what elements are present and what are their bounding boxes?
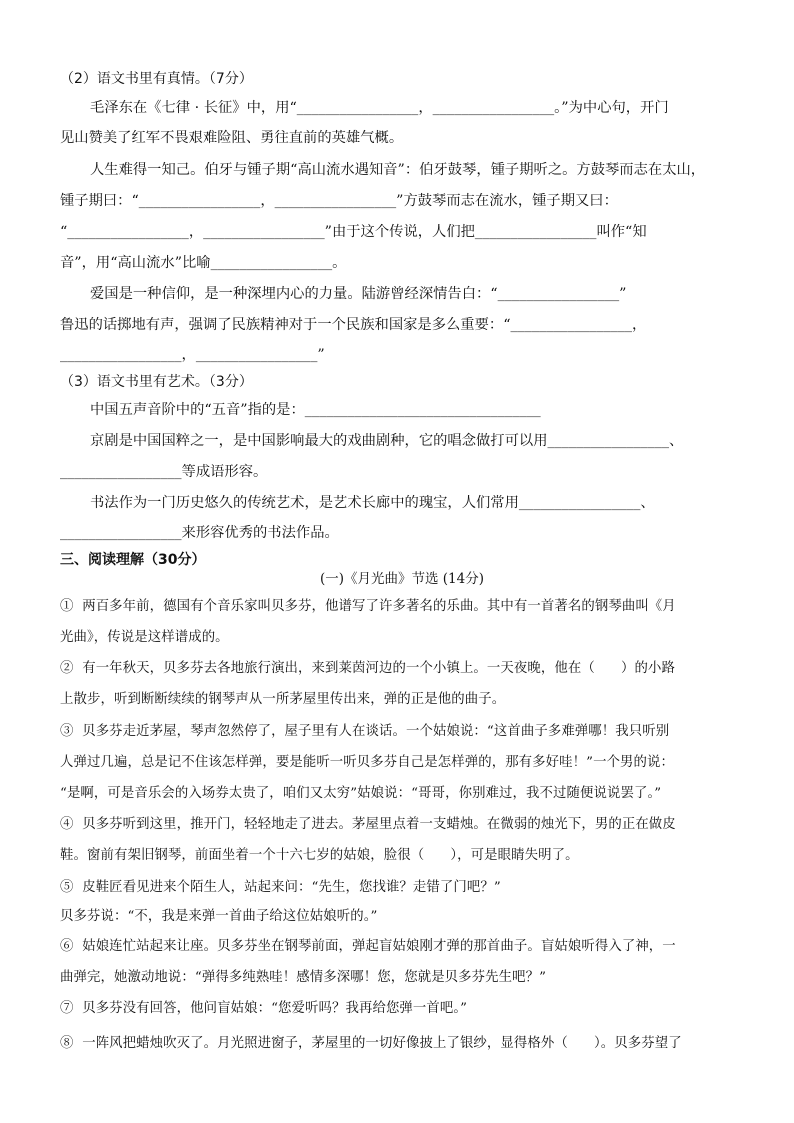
section2-line: 音”，用“高山流水”比喻_________________。 (60, 255, 347, 271)
passage-line: ④ 贝多芬听到这里，推开门，轻轻地走了进去。茅屋里点着一支蜡烛。在微弱的烛光下，男的正在做皮 (60, 817, 676, 832)
passage-line: ⑥ 姑娘连忙站起来让座。贝多芬坐在钢琴前面，弹起盲姑娘刚才弹的那首曲子。盲姑娘听得入了神，一 (60, 939, 676, 954)
passage-line: ⑦ 贝多芬没有回答，他问盲姑娘：“您爱听吗？我再给您弹一首吧。” (60, 1001, 468, 1016)
passage-line: ⑤ 皮鞋匠看见进来个陌生人，站起来问：“先生，您找谁？走错了门吧？” (60, 880, 501, 895)
part3-heading: 三、阅读理解（30分） (60, 552, 206, 568)
section3-line: 京剧是中国国粹之一，是中国影响最大的戏曲剧种，它的唱念做打可以用_________________、 (90, 433, 684, 449)
passage-line: “是啊，可是音乐会的入场券太贵了，咱们又太穷”姑娘说：“哥哥，你别难过，我不过随便说说罢了。” (60, 786, 662, 801)
section2-line: 鲁迅的话掷地有声，强调了民族精神对于一个民族和国家是多么重要：“_________________， (60, 317, 647, 333)
passage-line: 贝多芬说：“不，我是来弹一首曲子给这位姑娘听的。” (60, 909, 378, 924)
passage-line: ① 两百多年前，德国有个音乐家叫贝多芬，他谱写了许多著名的乐曲。其中有一首著名的钢琴曲叫《月 (60, 599, 676, 614)
section2-line: “_________________，_________________”由于这个传说，人们把_________________叫作“知 (60, 224, 647, 240)
passage-line: 光曲》，传说是这样谱成的。 (60, 630, 229, 645)
passage-line: ② 有一年秋天，贝多芬去各地旅行演出，来到莱茵河边的一个小镇上。一天夜晚，他在（ ）的小路 (60, 661, 675, 676)
passage-line: ⑧ 一阵风把蜡烛吹灭了。月光照进窗子，茅屋里的一切好像披上了银纱，显得格外（ ）。贝多芬望了 (60, 1036, 682, 1051)
section3-line: _________________等成语形容。 (60, 464, 268, 480)
passage-line: 鞋。窗前有架旧钢琴，前面坐着一个十六七岁的姑娘，脸很（ ），可是眼睛失明了。 (60, 848, 579, 863)
section2-line: 爱国是一种信仰，是一种深埋内心的力量。陆游曾经深情告白：“_________________” (90, 286, 627, 302)
section2-line: 毛泽东在《七律 · 长征》中，用“_________________，_________________。”为中心句，开门 (90, 100, 669, 116)
section3-heading: （3）语文书里有艺术。（3分） (60, 374, 253, 390)
section2-line: _________________，_________________” (60, 347, 325, 363)
passage-line: ③ 贝多芬走近茅屋，琴声忽然停了，屋子里有人在谈话。一个姑娘说：“这首曲子多难弹哪！我只听别 (60, 724, 670, 739)
passage-line: 人弹过几遍，总是记不住该怎样弹，要是能听一听贝多芬自己是怎样弹的，那有多好哇！”一个男的说： (60, 755, 675, 770)
section2-line: 见山赞美了红军不畏艰难险阻、勇往直前的英雄气概。 (60, 130, 404, 146)
section2-line: 锺子期曰：“_________________，_________________”方鼓琴而志在流水，锺子期又曰： (60, 193, 618, 209)
section3-line: 中国五声音阶中的“五音”指的是：_________________________________ (90, 402, 541, 418)
passage-line: 上散步，听到断断续续的钢琴声从一所茅屋里传出来，弹的正是他的曲子。 (60, 692, 506, 707)
section3-line: 书法作为一门历史悠久的传统艺术，是艺术长廊中的瑰宝，人们常用_________________、 (90, 495, 655, 511)
passage-title: (一)《月光曲》节选 (14分) (319, 571, 485, 587)
section2-line: 人生难得一知己。伯牙与锺子期“高山流水遇知音”：伯牙鼓琴，锺子期听之。方鼓琴而志在太山， (90, 162, 706, 178)
passage-line: 曲弹完，她激动地说：“弹得多纯熟哇！感情多深哪！您，您就是贝多芬先生吧？” (60, 970, 547, 985)
section3-line: _________________来形容优秀的书法作品。 (60, 525, 339, 541)
section2-heading: （2）语文书里有真情。（7分） (60, 71, 253, 87)
